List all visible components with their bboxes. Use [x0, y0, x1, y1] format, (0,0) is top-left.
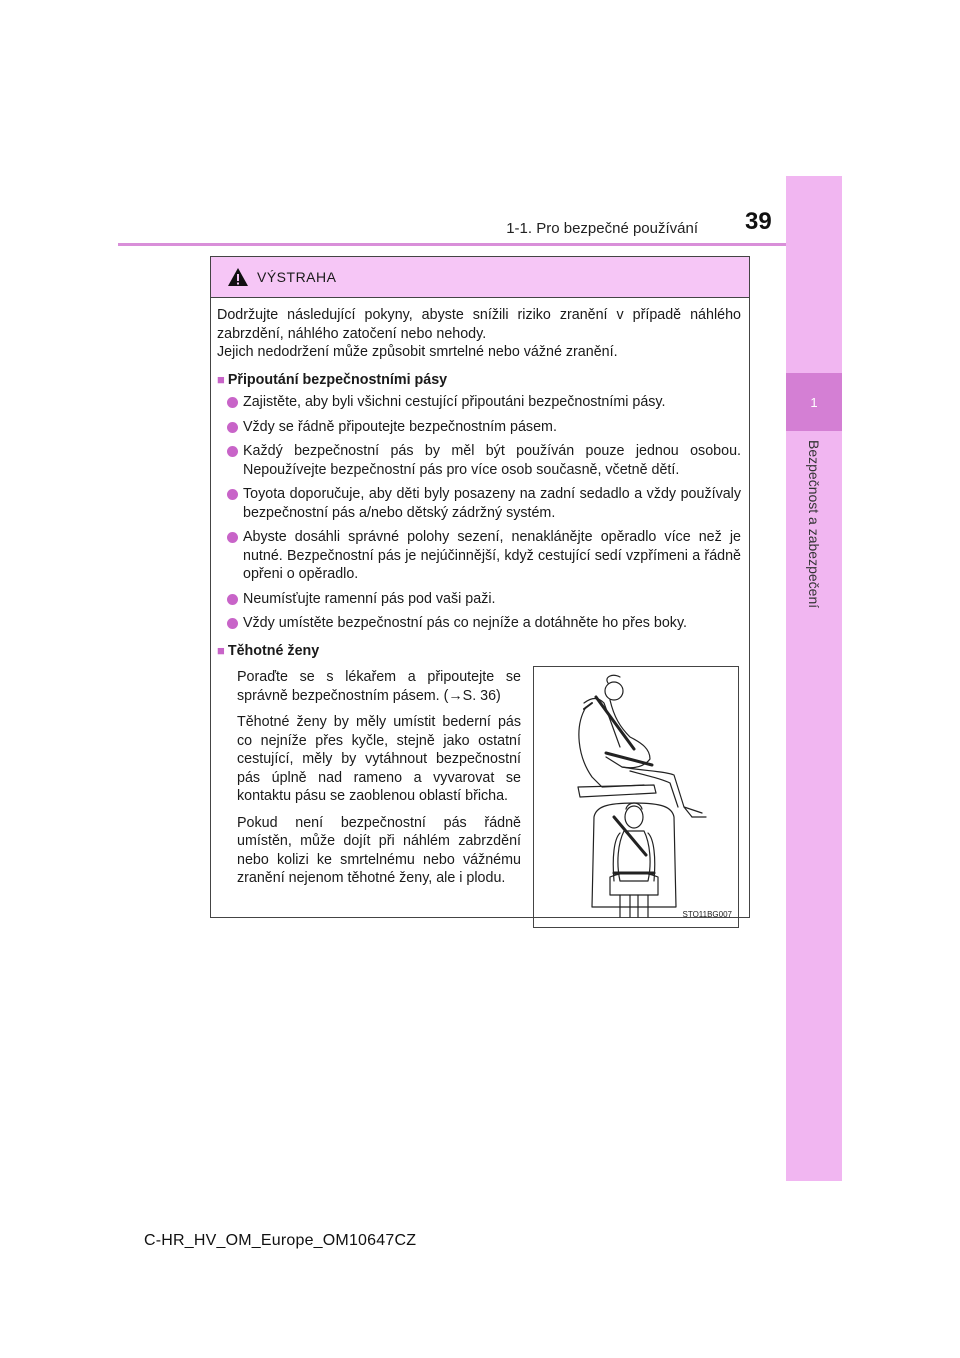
- pregnant-text: [237, 668, 521, 896]
- warning-box: [210, 256, 750, 918]
- list-item: [217, 393, 741, 412]
- pregnant-seatbelt-illustration: [533, 666, 739, 928]
- section-heading-pregnant: [217, 642, 741, 661]
- pregnant-paragraph: Těhotné ženy by měly umístit bederní pás co nejníže přes kyčle, stejně jako ostatní cestující, měly by vytáhnout bezpečnostní pás úplně nad rameno a vyvarovat se kontaktu pásu se zaoblenou oblastí břicha.: [237, 714, 521, 804]
- list-item-text: Každý bezpečnostní pás by měl být používán pouze jednou osobou. Nepoužívejte bezpečnostní pás pro více osob současně, včetně dětí.: [243, 443, 741, 478]
- list-item-text: Toyota doporučuje, aby děti byly posazeny na zadní sedadlo a vždy používaly bezpečnostní pás a/nebo dětský zádržný systém.: [243, 486, 741, 521]
- list-item: [217, 442, 741, 479]
- list-item: [217, 590, 741, 609]
- list-item-text: Vždy se řádně připoutejte bezpečnostním pásem.: [243, 418, 557, 435]
- pregnant-paragraph: Pokud není bezpečnostní pás řádně umístěn, může dojít při náhlém zabrzdění nebo kolizi ke smrtelnému nebo vážnému zranění nejenom těhotné ženy, ale i plodu.: [237, 814, 521, 886]
- chapter-side-tab: [786, 176, 842, 1181]
- pregnant-section: [217, 664, 741, 954]
- list-item-text: Abyste dosáhli správné polohy sezení, nenaklánějte opěradlo více než je nutné. Bezpečnostní pás je nejúčinnější, když cestující sedí vzpřímeni a řádně opřeni o opěradlo.: [243, 529, 741, 582]
- intro-paragraph: Jejich nedodržení může způsobit smrtelné nebo vážné zranění.: [217, 344, 618, 360]
- section-heading-seatbelts: [217, 371, 741, 390]
- bullet-dot-icon: [227, 489, 238, 500]
- page-number: 39: [745, 208, 772, 235]
- warning-title: VÝSTRAHA: [257, 269, 337, 285]
- bullet-dot-icon: [227, 618, 238, 629]
- list-item: [217, 418, 741, 437]
- bullet-dot-icon: [227, 397, 238, 408]
- list-item: [217, 528, 741, 584]
- bullet-dot-icon: [227, 594, 238, 605]
- warning-header: [211, 257, 749, 298]
- header-divider: [118, 243, 786, 246]
- pregnant-paragraph: Poraďte se s lékařem a připoutejte se správně bezpečnostním pásem. (→S. 36): [237, 669, 521, 704]
- bullet-dot-icon: [227, 446, 238, 457]
- square-bullet-icon: ■: [217, 371, 225, 387]
- figure-code: STO11BG007: [682, 909, 732, 919]
- bullet-dot-icon: [227, 532, 238, 543]
- document-code: C-HR_HV_OM_Europe_OM10647CZ: [144, 1232, 417, 1249]
- section-heading-text: Těhotné ženy: [227, 642, 320, 659]
- section-title: 1-1. Pro bezpečné používání: [506, 220, 698, 237]
- warning-intro: [217, 306, 741, 362]
- list-item-text: Zajistěte, aby byli všichni cestující připoutáni bezpečnostními pásy.: [243, 394, 666, 410]
- list-item: [217, 614, 741, 633]
- list-item-text: Neumísťujte ramenní pás pod vaši paži.: [243, 590, 496, 607]
- chapter-number: 1: [786, 373, 842, 431]
- bullet-dot-icon: [227, 422, 238, 433]
- square-bullet-icon: ■: [217, 642, 225, 658]
- warning-triangle-icon: [227, 267, 249, 287]
- chapter-title: Bezpečnost a zabezpečení: [806, 440, 822, 609]
- list-item: [217, 485, 741, 522]
- illustration-drawing: [534, 667, 738, 927]
- section-heading-text: Připoutání bezpečnostními pásy: [227, 371, 448, 388]
- intro-paragraph: Dodržujte následující pokyny, abyste snížili riziko zranění v případě náhlého zabrzdění, náhlého zatočení nebo nehody.: [217, 307, 741, 342]
- warning-body: [211, 298, 749, 954]
- list-item-text: Vždy umístěte bezpečnostní pás co nejníže a dotáhněte ho přes boky.: [243, 615, 688, 631]
- seatbelt-bullet-list: [217, 393, 741, 633]
